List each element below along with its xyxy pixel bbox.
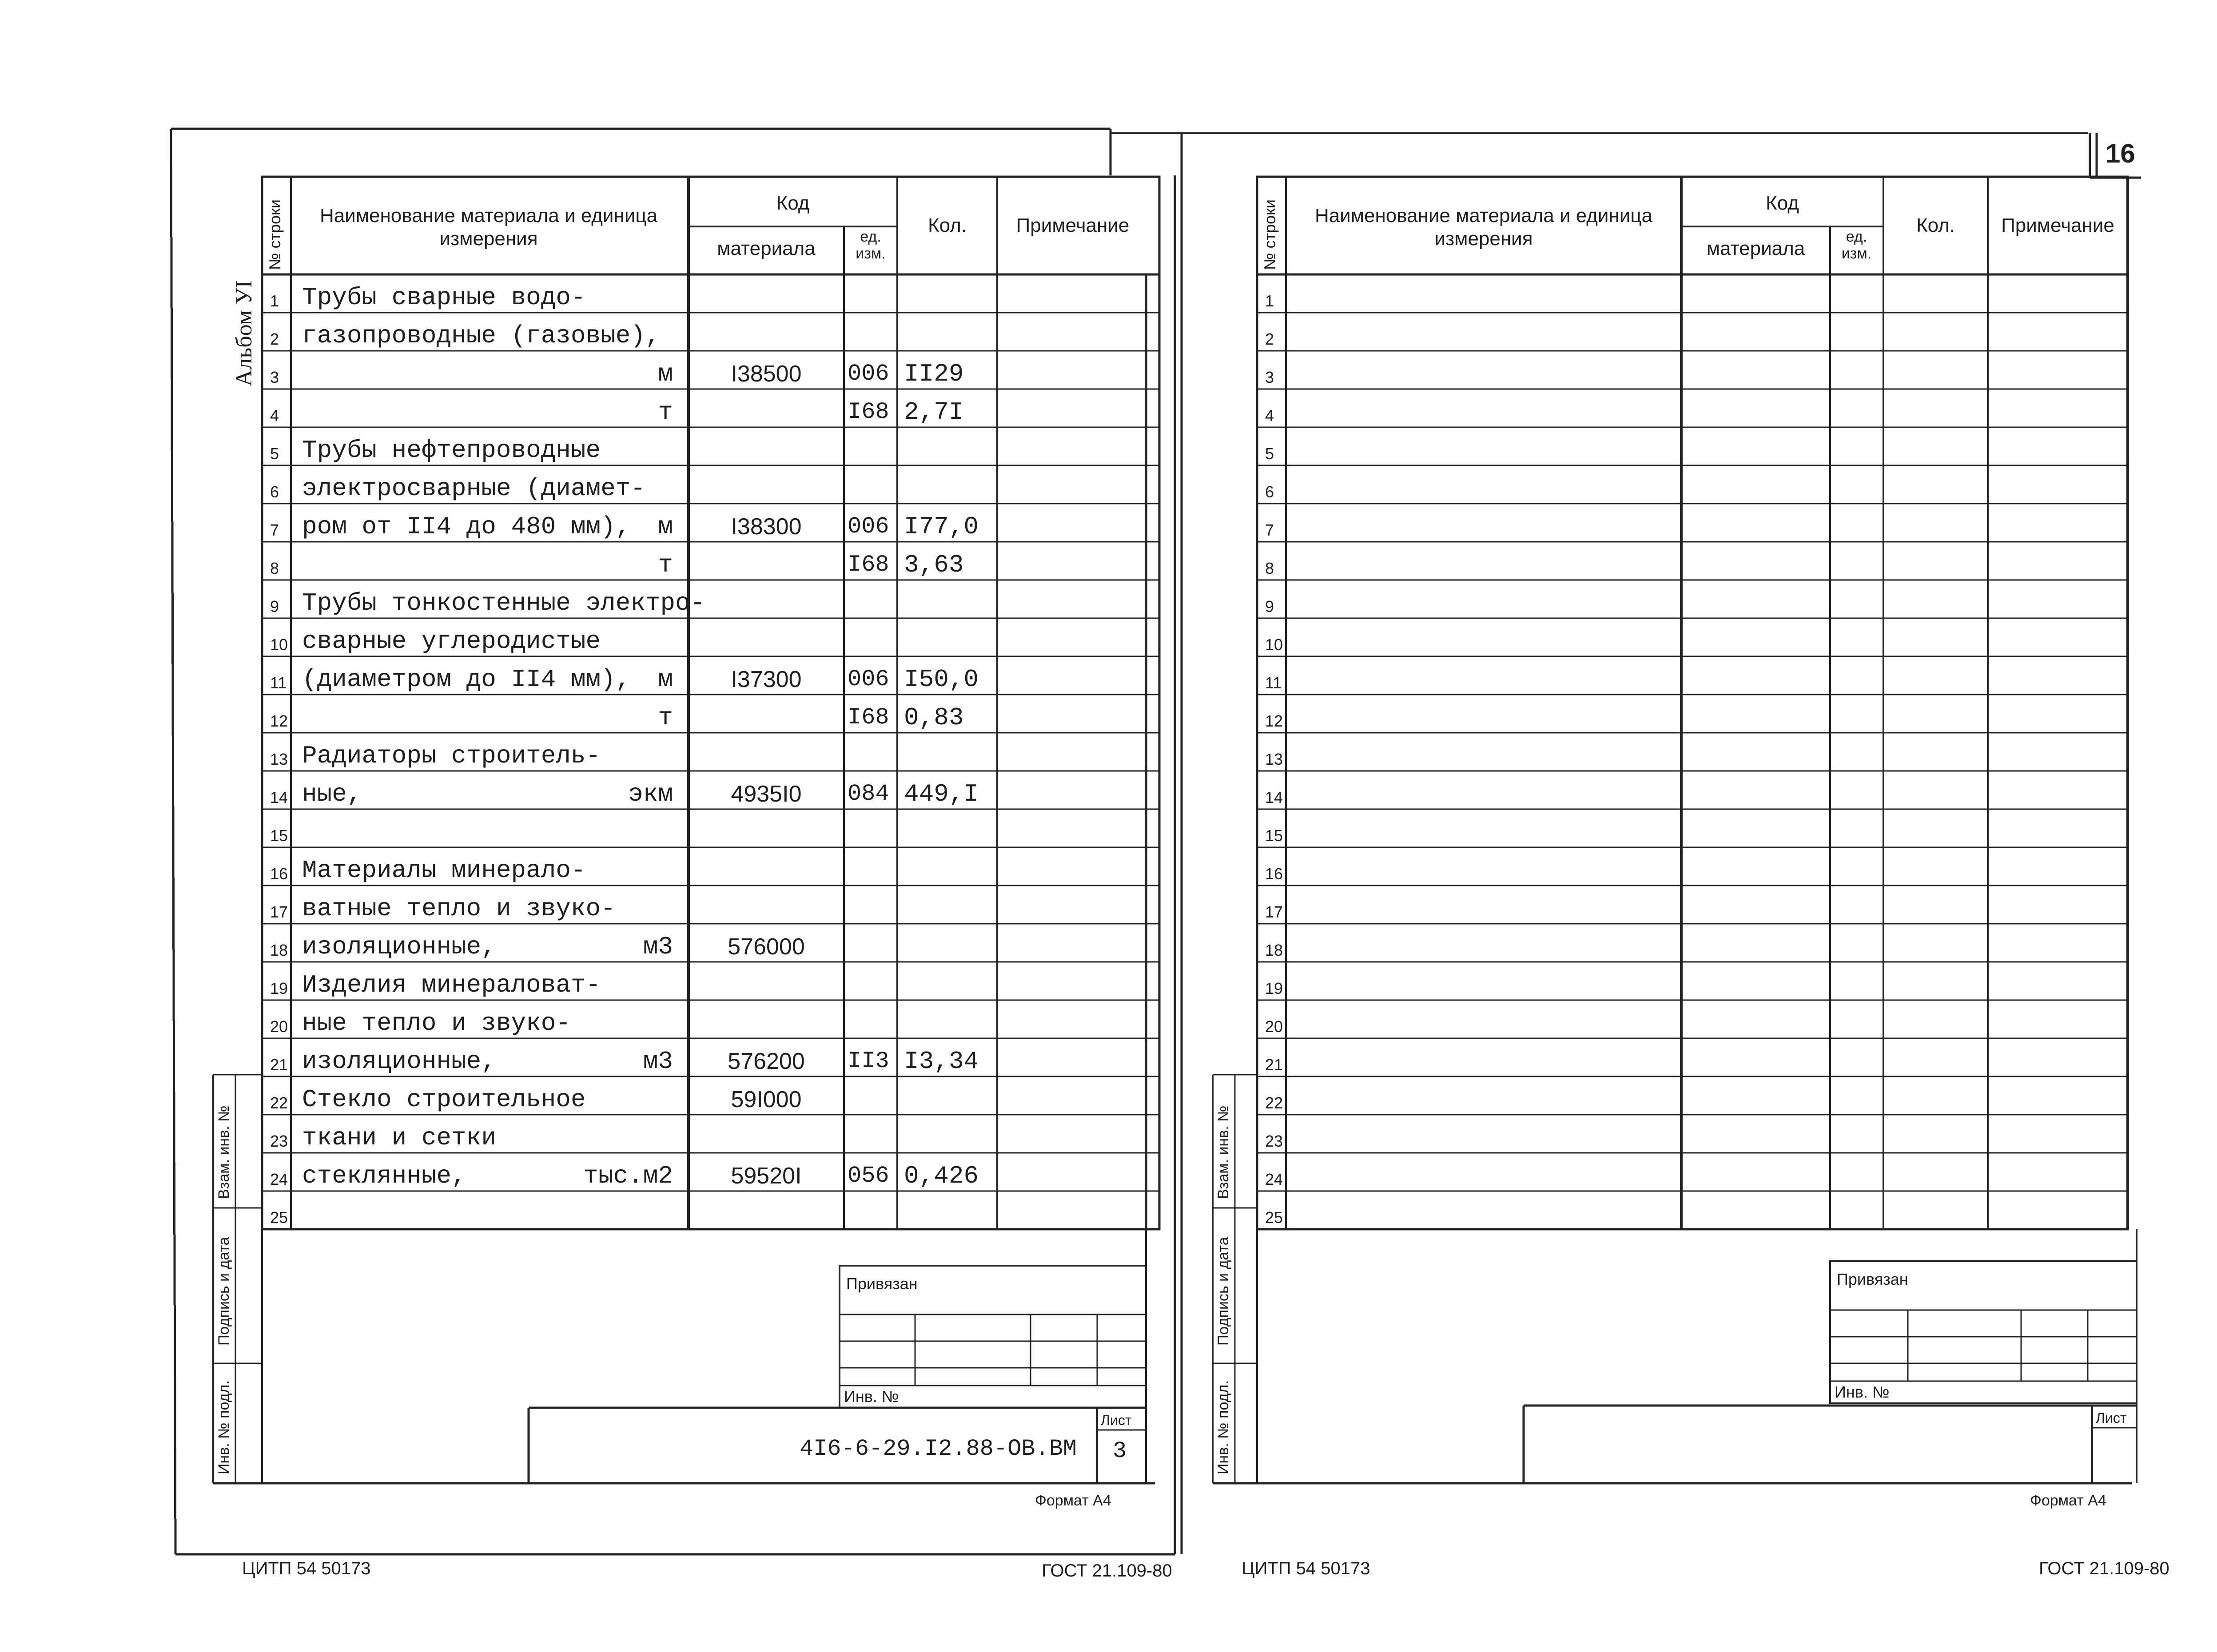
- row-number: 13: [270, 750, 288, 768]
- row-number: 2: [270, 330, 279, 348]
- right-header-material-name: Наименование материала и единица измерения: [1314, 205, 1653, 250]
- material-code: 4935I0: [731, 781, 802, 807]
- document-code: 4I6-6-29.I2.88-ОВ.ВМ: [800, 1436, 1077, 1462]
- right-row-number: 6: [1265, 483, 1274, 501]
- material-code: I38300: [731, 514, 802, 540]
- footer-left-gost: ГОСТ 21.109-80: [1042, 1561, 1172, 1581]
- right-row-number: 8: [1265, 559, 1274, 577]
- material-name: Изделия минераловат-: [302, 971, 601, 999]
- material-code: I38500: [731, 361, 802, 387]
- material-name: ткани и сетки: [302, 1124, 496, 1152]
- quantity: 2,7I: [904, 398, 964, 426]
- right-header-quantity: Кол.: [1916, 214, 1955, 236]
- right-row-number: 7: [1265, 521, 1274, 539]
- header-material-code: материала: [717, 238, 816, 259]
- right-row-number: 10: [1265, 635, 1283, 654]
- material-name: ватные тепло и звуко-: [302, 894, 616, 923]
- right-stamp-inventory-label: Инв. №: [1835, 1383, 1890, 1401]
- right-row-number: 11: [1265, 674, 1282, 692]
- right-row-number: 21: [1265, 1056, 1283, 1074]
- material-name: электросварные (диамет-: [302, 474, 645, 503]
- material-code: 576200: [728, 1048, 805, 1074]
- side-label-replacement: Взам. инв. №: [215, 1105, 232, 1199]
- right-row-number: 24: [1265, 1170, 1283, 1188]
- right-row-number: 14: [1265, 788, 1283, 806]
- right-stamp-bound-label: Привязан: [1837, 1270, 1908, 1288]
- right-row-number: 25: [1265, 1208, 1283, 1227]
- row-number: 15: [270, 826, 288, 845]
- unit-text: т: [658, 551, 673, 579]
- row-number: 20: [270, 1017, 288, 1036]
- right-format-label: Формат А4: [2030, 1492, 2106, 1509]
- header-row-number: № строки: [266, 199, 284, 270]
- right-header-code: Код: [1766, 192, 1799, 214]
- header-unit: ед. изм.: [856, 228, 886, 262]
- right-row-number: 5: [1265, 445, 1274, 463]
- unit-code: 056: [848, 1163, 889, 1189]
- row-number: 16: [270, 865, 288, 883]
- right-row-number: 18: [1265, 941, 1283, 959]
- right-row-number: 9: [1265, 597, 1274, 616]
- material-name: стеклянные,: [302, 1162, 466, 1190]
- row-number: 11: [270, 674, 287, 692]
- row-number: 23: [270, 1132, 288, 1150]
- unit-code: 006: [848, 666, 889, 692]
- quantity: I50,0: [904, 665, 979, 694]
- stamp-inventory-label: Инв. №: [844, 1387, 899, 1406]
- row-number: 9: [270, 597, 279, 616]
- right-row-number: 16: [1265, 865, 1283, 883]
- album-label: Альбом УI: [231, 280, 257, 386]
- right-row-number: 22: [1265, 1094, 1283, 1112]
- footer-right-code: ЦИТП 54 50173: [1242, 1559, 1370, 1578]
- material-name: изоляционные,: [302, 1047, 496, 1076]
- footer-right-gost: ГОСТ 21.109-80: [2039, 1559, 2169, 1578]
- material-name: Трубы тонкостенные электро-: [302, 589, 705, 617]
- format-label: Формат А4: [1035, 1492, 1111, 1509]
- right-side-label-original: Инв. № подл.: [1215, 1380, 1232, 1474]
- quantity: 449,I: [904, 780, 979, 808]
- unit-text: м: [658, 360, 673, 388]
- right-row-number: 23: [1265, 1132, 1283, 1150]
- row-number: 8: [270, 559, 279, 577]
- unit-text: м: [658, 665, 673, 694]
- unit-code: 084: [848, 781, 889, 807]
- material-name: Радиаторы строитель-: [302, 742, 601, 770]
- row-number: 10: [270, 635, 288, 654]
- side-label-original: Инв. № подл.: [215, 1380, 232, 1474]
- sheet-number: 3: [1113, 1438, 1127, 1464]
- material-name: ные,: [302, 780, 362, 808]
- material-name: сварные углеродистые: [302, 627, 601, 655]
- material-code: I37300: [731, 667, 802, 692]
- right-row-number: 15: [1265, 826, 1283, 845]
- header-material-name: Наименование материала и единица измерения: [319, 205, 658, 250]
- unit-code: 006: [848, 361, 889, 387]
- header-note: Примечание: [1016, 214, 1130, 236]
- row-number: 14: [270, 788, 288, 806]
- right-row-number: 2: [1265, 330, 1274, 348]
- right-row-number: 1: [1265, 292, 1274, 310]
- quantity: II29: [904, 360, 964, 388]
- quantity: 0,426: [904, 1162, 979, 1190]
- right-header-row-number: № строки: [1261, 199, 1279, 270]
- right-row-number: 13: [1265, 750, 1283, 768]
- material-name: изоляционные,: [302, 933, 496, 961]
- footer-left-code: ЦИТП 54 50173: [242, 1559, 371, 1578]
- unit-code: II3: [848, 1048, 889, 1074]
- unit-code: I68: [848, 704, 889, 731]
- row-number: 12: [270, 712, 288, 730]
- row-number: 5: [270, 445, 279, 463]
- material-name: Трубы сварные водо-: [302, 283, 586, 312]
- row-number: 7: [270, 521, 279, 539]
- material-name: ром от II4 до 480 мм),: [302, 512, 631, 541]
- unit-text: м: [658, 512, 673, 541]
- unit-code: 006: [848, 513, 889, 540]
- stamp-bound-label: Привязан: [846, 1275, 918, 1293]
- material-name: ные тепло и звуко-: [302, 1009, 571, 1037]
- unit-text: экм: [628, 780, 673, 808]
- row-number: 19: [270, 979, 288, 997]
- row-number: 21: [270, 1056, 288, 1074]
- right-header-unit: ед. изм.: [1841, 228, 1872, 262]
- right-row-number: 12: [1265, 712, 1283, 730]
- right-row-number: 19: [1265, 979, 1283, 997]
- material-code: 59I000: [731, 1087, 802, 1112]
- unit-code: I68: [848, 399, 889, 425]
- quantity: I77,0: [904, 512, 979, 541]
- side-label-signature: Подпись и дата: [215, 1237, 232, 1346]
- right-side-label-replacement: Взам. инв. №: [1215, 1105, 1232, 1199]
- header-code: Код: [776, 192, 810, 214]
- right-row-number: 20: [1265, 1017, 1283, 1036]
- material-name: Материалы минерало-: [302, 856, 586, 885]
- row-number: 4: [270, 406, 279, 425]
- material-name: (диаметром до II4 мм),: [302, 665, 631, 694]
- quantity: I3,34: [904, 1047, 979, 1076]
- row-number: 6: [270, 483, 279, 501]
- sheet-label: Лист: [1101, 1412, 1132, 1428]
- row-number: 1: [270, 292, 279, 310]
- right-sheet-label: Лист: [2096, 1410, 2127, 1426]
- header-quantity: Кол.: [927, 214, 967, 236]
- unit-text: т: [658, 703, 673, 732]
- unit-text: м3: [643, 933, 673, 961]
- row-number: 25: [270, 1208, 288, 1227]
- material-name: Стекло строительное: [302, 1085, 586, 1114]
- quantity: 3,63: [904, 551, 964, 579]
- right-header-note: Примечание: [2001, 214, 2114, 236]
- quantity: 0,83: [904, 703, 964, 732]
- right-row-number: 4: [1265, 406, 1274, 425]
- unit-text: м3: [643, 1047, 673, 1076]
- row-number: 3: [270, 368, 279, 386]
- row-number: 18: [270, 941, 288, 959]
- material-code: 576000: [728, 934, 805, 960]
- material-name: газопроводные (газовые),: [302, 322, 661, 350]
- right-side-label-signature: Подпись и дата: [1215, 1237, 1232, 1346]
- unit-text: т: [658, 398, 673, 426]
- material-name: Трубы нефтепроводные: [302, 436, 601, 465]
- row-number: 24: [270, 1170, 288, 1188]
- row-number: 17: [270, 903, 288, 921]
- right-row-number: 3: [1265, 368, 1274, 386]
- row-number: 22: [270, 1094, 288, 1112]
- right-header-material-code: материала: [1706, 238, 1805, 259]
- page-number: 16: [2106, 139, 2135, 168]
- unit-code: I68: [848, 552, 889, 578]
- right-row-number: 17: [1265, 903, 1283, 921]
- material-code: 59520I: [731, 1163, 802, 1189]
- unit-text: тыс.м2: [583, 1162, 673, 1190]
